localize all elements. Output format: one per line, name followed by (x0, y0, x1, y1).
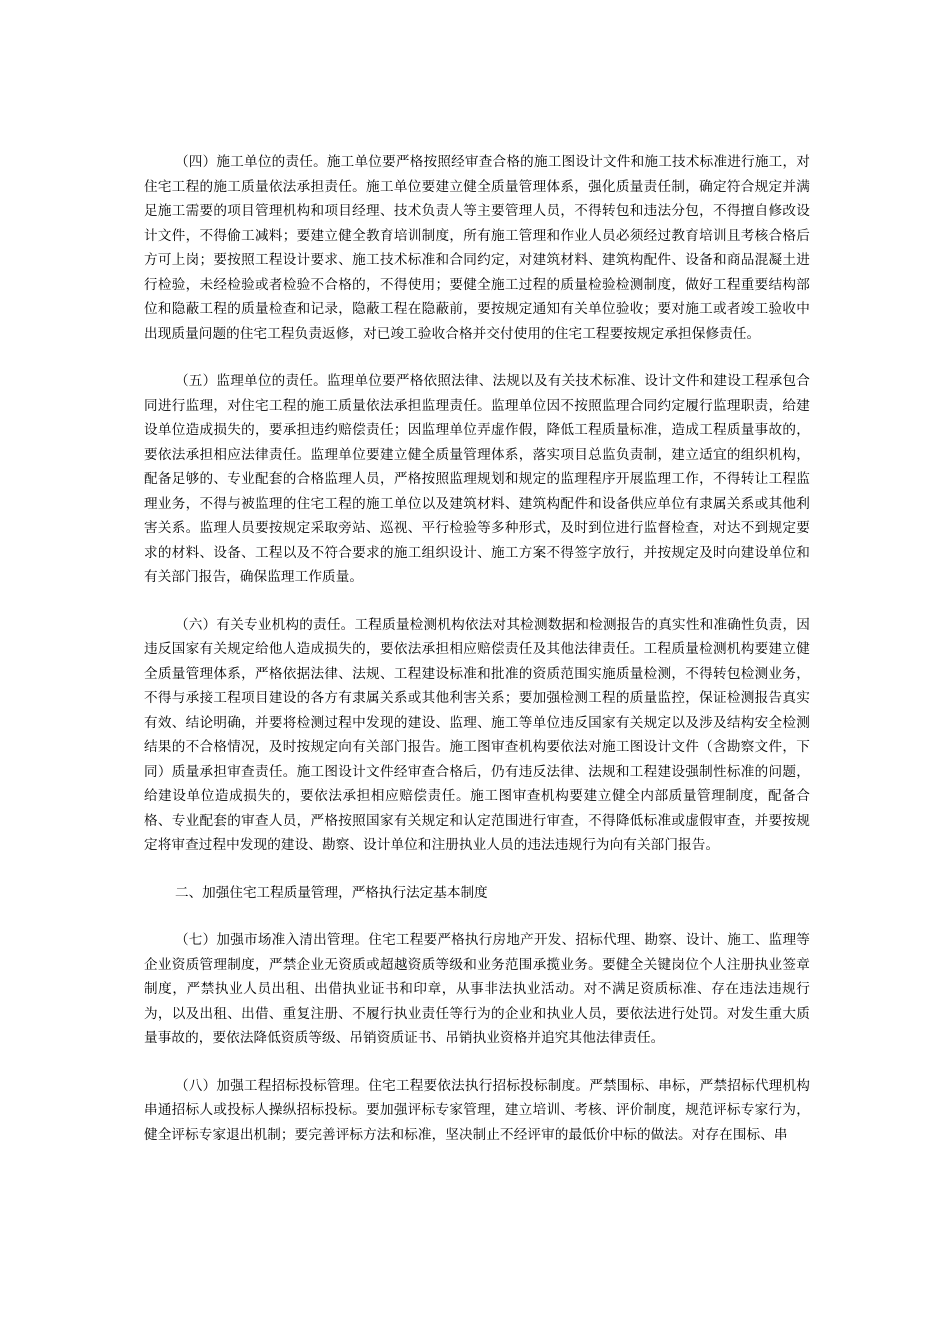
paragraph-supervision-unit-responsibility: （五）监理单位的责任。监理单位要严格依照法律、法规以及有关技术标准、设计文件和建设工程承包合同进行监理，对住宅工程的施工质量依法承担监理责任。监理单位因不按照监理合同约定履行监理职责，给建设单位造成损失的，要承担违约赔偿责任；因监理单位弄虚作假，降低工程质量标准，造成工程质量事故的，要依法承担相应法律责任。监理单位要建立健全质量管理体系，落实项目总监负责制，建立适宜的组织机构，配备足够的、专业配套的合格监理人员，严格按照监理规划和规定的监理程序开展监理工作，不得转让工程监理业务，不得与被监理的住宅工程的施工单位以及建筑材料、建筑构配件和设备供应单位有隶属关系或其他利害关系。监理人员要按规定采取旁站、巡视、平行检验等多种形式，及时到位进行监督检查，对达不到规定要求的材料、设备、工程以及不符合要求的施工组织设计、施工方案不得签字放行，并按规定及时向建设单位和有关部门报告，确保监理工作质量。 (144, 373, 810, 585)
paragraph-market-access-management: （七）加强市场准入清出管理。住宅工程要严格执行房地产开发、招标代理、勘察、设计、施工、监理等企业资质管理制度，严禁企业无资质或超越资质等级和业务范围承揽业务。要健全关键岗位个人注册执业签章制度，严禁执业人员出租、出借执业证书和印章，从事非法执业活动。对不满足资质标准、存在违法违规行为，以及出租、出借、重复注册、不履行执业责任等行为的企业和执业人员，要依法进行处罚。对发生重大质量事故的，要依法降低资质等级、吊销资质证书、吊销执业资格并追究其他法律责任。 (144, 932, 810, 1046)
paragraph-construction-unit-responsibility: （四）施工单位的责任。施工单位要严格按照经审查合格的施工图设计文件和施工技术标准进行施工，对住宅工程的施工质量依法承担责任。施工单位要建立健全质量管理体系，强化质量责任制，确定符合规定并满足施工需要的项目管理机构和项目经理、技术负责人等主要管理人员，不得转包和违法分包，不得擅自修改设计文件，不得偷工减料；要建立健全教育培训制度，所有施工管理和作业人员必须经过教育培训且考核合格后方可上岗；要按照工程设计要求、施工技术标准和合同约定，对建筑材料、建筑构配件、设备和商品混凝土进行检验，未经检验或者检验不合格的，不得使用；要健全施工过程的质量检验检测制度，做好工程重要结构部位和隐蔽工程的质量检查和记录，隐蔽工程在隐蔽前，要按规定通知有关单位验收；要对施工或者竣工验收中出现质量问题的住宅工程负责返修，对已竣工验收合格并交付使用的住宅工程要按规定承担保修责任。 (144, 154, 810, 342)
paragraph-professional-institution-responsibility: （六）有关专业机构的责任。工程质量检测机构依法对其检测数据和检测报告的真实性和准确性负责，因违反国家有关规定给他人造成损失的，要依法承担相应赔偿责任及其他法律责任。工程质量检测机构要建立健全质量管理体系，严格依据法律、法规、工程建设标准和批准的资质范围实施质量检测，不得转包检测业务，不得与承接工程项目建设的各方有隶属关系或其他利害关系；要加强检测工程的质量监控，保证检测报告真实有效、结论明确，并要将检测过程中发现的建设、监理、施工等单位违反国家有关规定以及涉及结构安全检测结果的不合格情况，及时按规定向有关部门报告。施工图审查机构要依法对施工图设计文件（含勘察文件，下同）质量承担审查责任。施工图设计文件经审查合格后，仍有违反法律、法规和工程建设强制性标准的问题，给建设单位造成损失的，要依法承担相应赔偿责任。施工图审查机构要建立健全内部质量管理制度，配备合格、专业配套的审查人员，严格按照国家有关规定和认定范围进行审查，不得降低标准或虚假审查，并要按规定将审查过程中发现的建设、勘察、设计单位和注册执业人员的违法违规行为向有关部门报告。 (144, 616, 810, 853)
paragraph-bidding-management: （八）加强工程招标投标管理。住宅工程要依法执行招标投标制度。严禁围标、串标，严禁招标代理机构串通招标人或投标人操纵招标投标。要加强评标专家管理，建立培训、考核、评价制度，规范评标专家行为，健全评标专家退出机制；要完善评标方法和标准，坚决制止不经评审的最低价中标的做法。对存在围标、串 (144, 1077, 810, 1143)
document-page (144, 150, 810, 1147)
section-heading-quality-management: 二、加强住宅工程质量管理，严格执行法定基本制度 (175, 884, 488, 901)
